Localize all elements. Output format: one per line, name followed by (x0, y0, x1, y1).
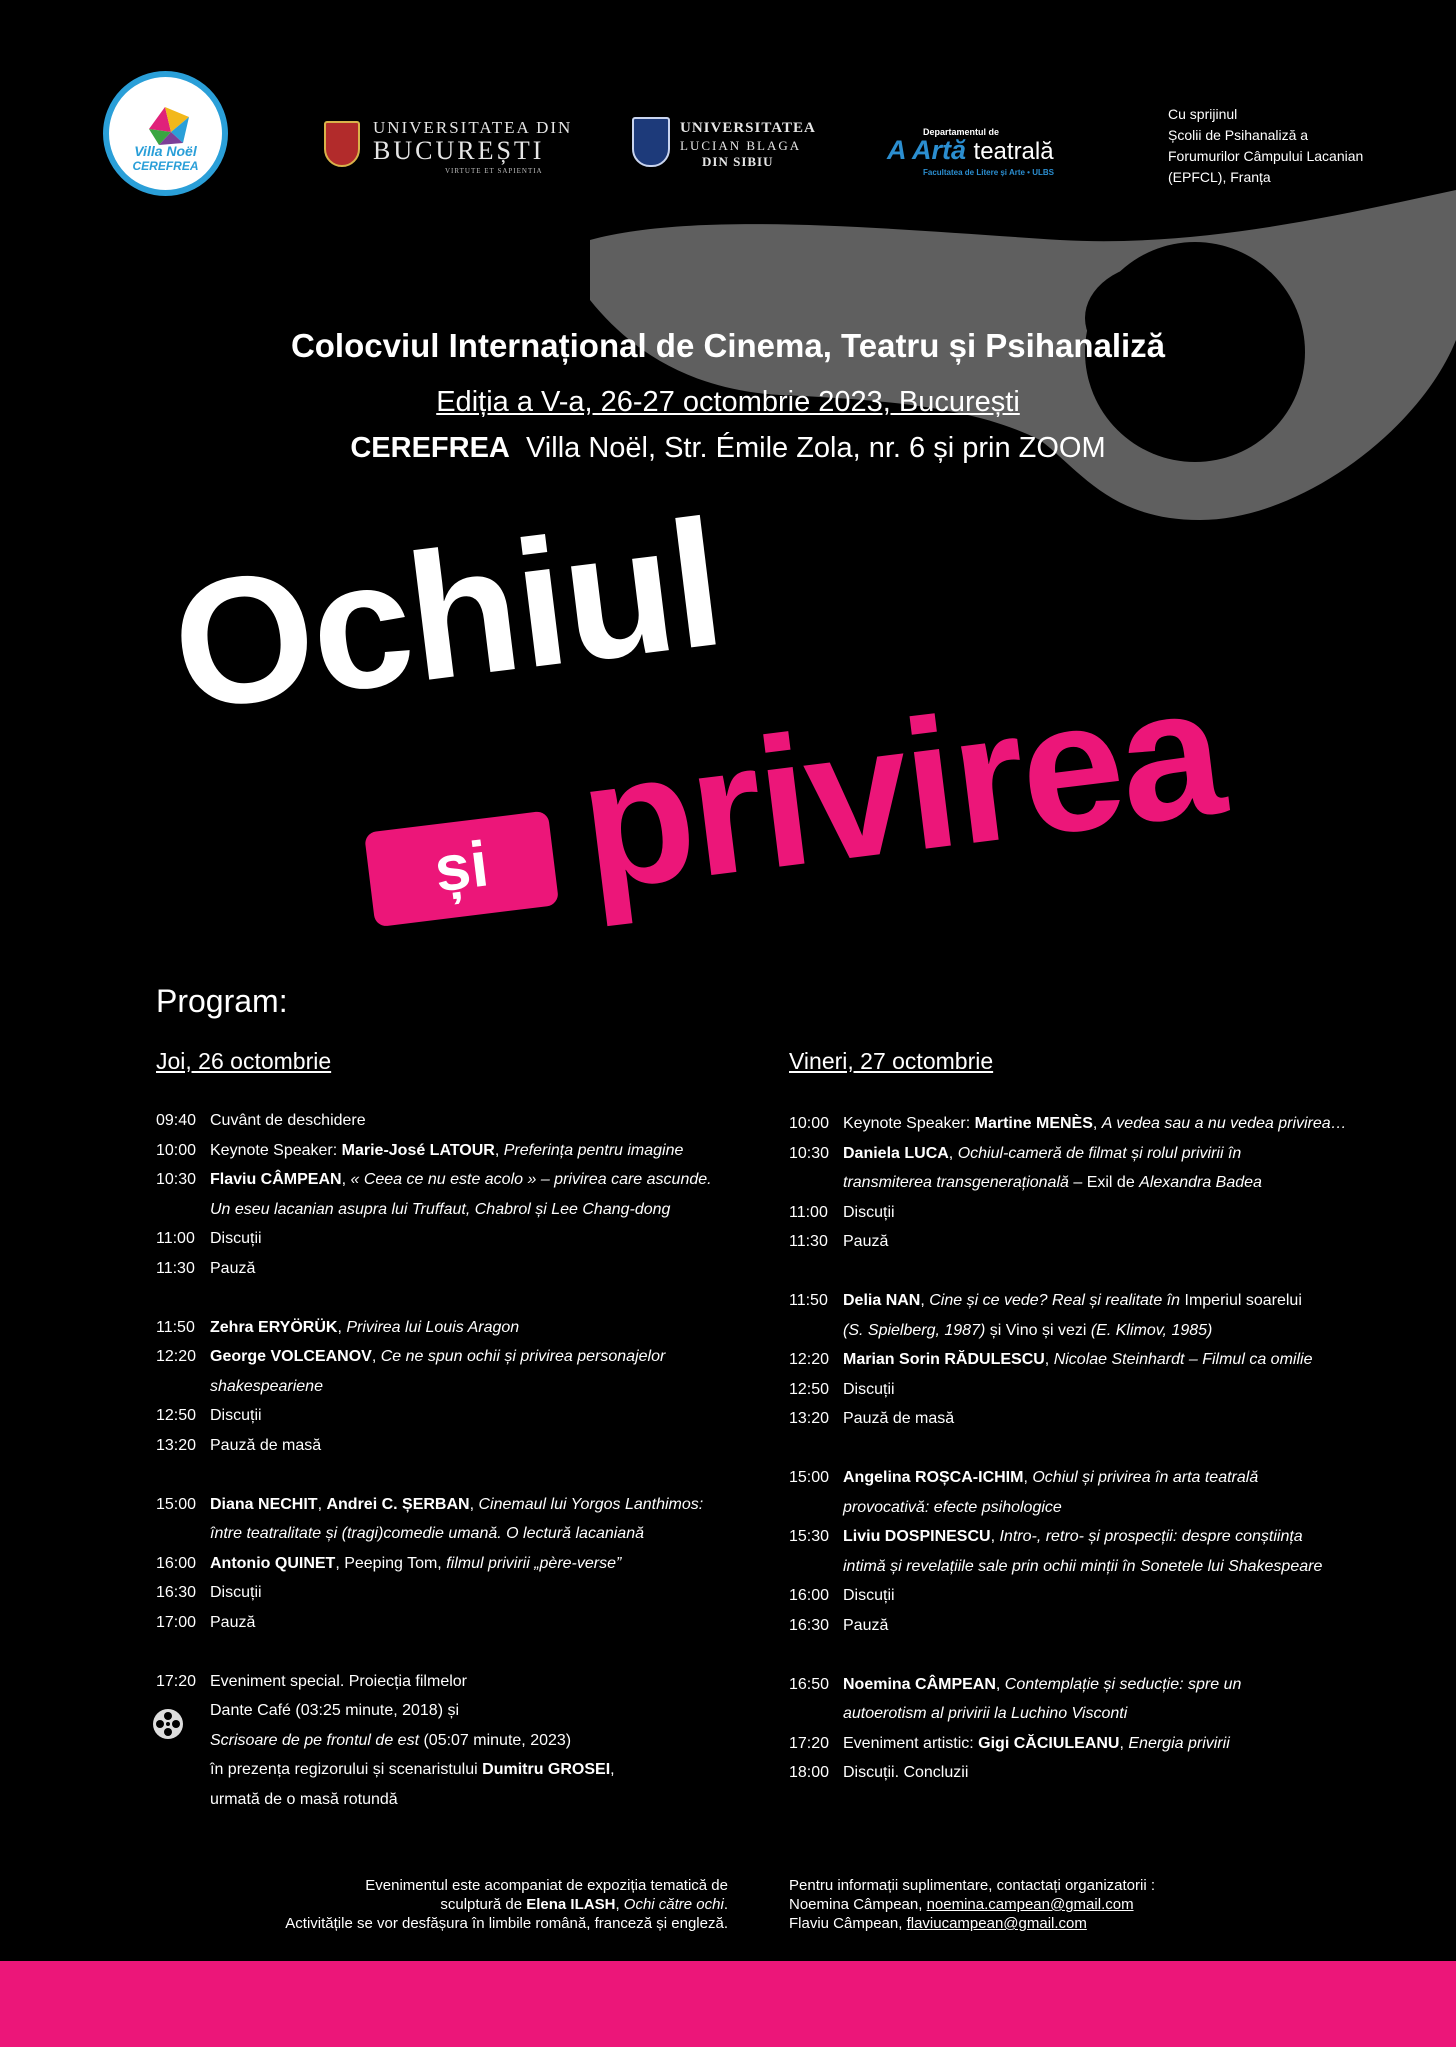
schedule-time: 16:50 (789, 1675, 830, 1693)
talk-title: Intro-, retro- și prospecții: despre conștiința (999, 1528, 1303, 1545)
teatrala-word: teatrală (973, 138, 1054, 165)
ulbs-line3: DIN SIBIU (702, 154, 774, 169)
support-line: (EPFCL), Franța (1168, 169, 1271, 185)
text: , (1092, 1115, 1102, 1132)
logo-emblem-icon (109, 77, 222, 190)
footer-left-line1: Evenimentul este acompaniat de expoziția tematică de (365, 1877, 728, 1894)
text: Discuții (843, 1587, 895, 1604)
talk-title: Ce ne spun ochii și privirea personajelor (380, 1348, 666, 1365)
contact-name: Noemina Câmpean, (789, 1896, 927, 1913)
contact-flaviu (789, 1914, 1349, 1933)
talk-title: A vedea sau a nu vedea privirea… (1101, 1115, 1347, 1132)
text: , (469, 1495, 479, 1513)
text: în prezența regizorului și scenaristului (210, 1761, 483, 1778)
schedule-content (843, 1345, 1312, 1375)
schedule-content (843, 1198, 895, 1228)
talk-title: provocativă: efecte psihologice (843, 1498, 1062, 1516)
schedule-content (843, 1581, 895, 1611)
schedule-gap (789, 1257, 1347, 1287)
text: Discuții (843, 1380, 895, 1398)
schedule-content (210, 1431, 321, 1461)
schedule-row (789, 1758, 1347, 1788)
schedule-row (789, 1729, 1347, 1759)
support-line: Cu sprijinul (1168, 106, 1238, 122)
schedule-content (210, 1608, 255, 1638)
schedule-time (789, 1168, 843, 1198)
talk-title: transmiterea transgenerațională (843, 1174, 1069, 1191)
title-privirea: privirea (569, 645, 1231, 929)
schedule-time: 16:00 (156, 1554, 197, 1572)
talk-title: autoerotism al privirii la Luchino Visconti (843, 1705, 1128, 1722)
talk-title: Alexandra Badea (1139, 1174, 1262, 1191)
schedule-time (156, 1755, 210, 1785)
schedule-row (156, 1696, 712, 1726)
venue-line (0, 432, 1456, 465)
schedule-time (156, 1195, 210, 1225)
schedule-row (789, 1404, 1347, 1434)
talk-title: Preferința pentru imagine (503, 1141, 684, 1159)
text: (05:07 minute, 2023) (419, 1731, 572, 1749)
schedule-content (210, 1578, 262, 1608)
schedule-time: 12:20 (156, 1348, 197, 1365)
venue-bold: CEREFREA (350, 432, 510, 464)
support-note (1168, 104, 1418, 188)
text: , (615, 1896, 624, 1913)
text: , (1119, 1734, 1129, 1752)
talk-title: Nicolae Steinhardt – Filmul ca omilie (1053, 1351, 1313, 1368)
schedule-content (210, 1313, 519, 1343)
text: Keynote Speaker: (210, 1141, 342, 1159)
schedule-content (210, 1726, 571, 1756)
day1-heading: Joi, 26 octombrie (156, 1048, 332, 1074)
speaker-name: Diana NECHIT (210, 1495, 318, 1513)
schedule-row (156, 1372, 712, 1402)
text: Cuvânt de deschidere (210, 1112, 366, 1129)
schedule-content (210, 1136, 683, 1166)
text: Dante Café (03:25 minute, 2018) și (210, 1702, 460, 1719)
text: urmată de o masă rotundă (210, 1790, 398, 1808)
text: Pauză (210, 1259, 256, 1277)
schedule-content (843, 1139, 1241, 1169)
schedule-content (843, 1168, 1262, 1198)
speaker-name: Angelina ROȘCA-ICHIM (843, 1469, 1024, 1486)
footer-contact (789, 1876, 1349, 1933)
text: Discuții (210, 1230, 262, 1247)
schedule-content (210, 1549, 621, 1579)
schedule-time: 15:00 (789, 1469, 830, 1486)
talk-title: shakespeariene (210, 1377, 323, 1395)
text: , (948, 1144, 958, 1162)
schedule-row (789, 1463, 1347, 1493)
schedule-content (210, 1696, 459, 1726)
ulbs-line2: LUCIAN BLAGA (680, 138, 802, 153)
text: Discuții (210, 1407, 262, 1424)
schedule-content (843, 1286, 1302, 1316)
edition-line: Ediția a V-a, 26-27 octombrie 2023, București (436, 386, 1020, 418)
text: . (723, 1896, 728, 1913)
artist-name: Elena ILASH (526, 1896, 616, 1913)
text: , (1023, 1469, 1033, 1486)
schedule-row (156, 1608, 712, 1638)
schedule-row (156, 1254, 712, 1284)
schedule-time: 17:20 (789, 1734, 830, 1752)
day2-heading: Vineri, 27 octombrie (789, 1048, 994, 1074)
footer-left-line3: Activitățile se vor desfășura în limbile română, franceză și engleză. (285, 1915, 728, 1932)
schedule-content (843, 1316, 1212, 1346)
arta-small: Departamentul de (923, 127, 1000, 137)
schedule-row (789, 1345, 1347, 1375)
schedule-content (843, 1729, 1230, 1759)
arta-word: Artă (912, 135, 967, 165)
text: – Exil de (1068, 1174, 1140, 1191)
text: Imperiul soarelui (1180, 1292, 1302, 1309)
contact-noemina (789, 1895, 1349, 1914)
schedule-row (789, 1316, 1347, 1346)
text: Pauză (843, 1233, 889, 1250)
crest-icon (324, 121, 360, 167)
schedule-row (789, 1552, 1347, 1582)
program-label: Program: (156, 983, 288, 1019)
schedule-row (156, 1431, 712, 1461)
schedule-content (843, 1758, 968, 1788)
ub-motto: VIRTUTE ET SAPIENTIA (445, 167, 543, 175)
schedule-row (156, 1195, 712, 1225)
schedule-time: 09:40 (156, 1112, 197, 1129)
schedule-gap (156, 1283, 712, 1313)
schedule-time (156, 1372, 210, 1402)
footer-exhibition-note (150, 1876, 728, 1933)
text: Pauză de masă (210, 1436, 322, 1454)
schedule-time: 16:00 (789, 1587, 830, 1604)
schedule-row (156, 1136, 712, 1166)
ulbs-line1: UNIVERSITATEA (680, 120, 816, 136)
speaker-name: George VOLCEANOV (210, 1348, 372, 1365)
title-ochiul: Ochiul (162, 482, 732, 749)
arta-teatrala-logo (887, 127, 1107, 177)
schedule-content (843, 1463, 1258, 1493)
speaker-name: Antonio QUINET (210, 1554, 336, 1572)
text: Keynote Speaker: (843, 1115, 975, 1132)
text: Eveniment artistic: (843, 1734, 979, 1752)
schedule-time: 11:30 (789, 1233, 828, 1250)
schedule-time (156, 1785, 210, 1815)
schedule-gap (156, 1637, 712, 1667)
ub-line1: UNIVERSITATEA DIN (373, 118, 573, 137)
schedule-time (789, 1493, 843, 1523)
text: , (317, 1495, 327, 1513)
schedule-content (210, 1490, 703, 1520)
schedule-content (843, 1375, 895, 1405)
text: Discuții (210, 1584, 262, 1601)
ub-line2: BUCUREȘTI (373, 136, 545, 165)
schedule-row (789, 1699, 1347, 1729)
schedule-row (156, 1106, 712, 1136)
speaker-name: Martine MENÈS (974, 1115, 1093, 1132)
schedule-row (156, 1549, 712, 1579)
schedule-time: 17:20 (156, 1672, 197, 1690)
text: Pauză (210, 1613, 256, 1631)
talk-title: Privirea lui Louis Aragon (346, 1318, 520, 1336)
speaker-name: Zehra ERYÖRÜK (210, 1318, 338, 1336)
talk-title: Ochiul și privirea în arta teatrală (1032, 1469, 1259, 1486)
schedule-time: 10:00 (789, 1115, 830, 1132)
schedule-row (156, 1342, 712, 1372)
footer-left-line2 (150, 1895, 728, 1914)
speaker-name: Dumitru GROSEI (482, 1761, 611, 1778)
exhibition-title: Ochi către ochi (623, 1896, 724, 1913)
schedule-row (789, 1139, 1347, 1169)
talk-title: filmul privirii „père-verse” (446, 1554, 622, 1572)
schedule-time: 10:00 (156, 1141, 197, 1159)
contact-name: Flaviu Câmpean, (789, 1915, 907, 1932)
schedule-row (789, 1198, 1347, 1228)
text: , (610, 1761, 615, 1778)
text: și Vino și vezi (985, 1321, 1091, 1339)
venue-rest: Villa Noël, Str. Émile Zola, nr. 6 și prin ZOOM (525, 432, 1106, 464)
schedule-time: 16:30 (789, 1616, 830, 1634)
schedule-content (210, 1224, 262, 1254)
speaker-name: Marie-José LATOUR (341, 1141, 495, 1159)
schedule-time: 11:50 (789, 1292, 828, 1309)
text: , (337, 1318, 347, 1336)
schedule-content (843, 1611, 888, 1641)
schedule-row (156, 1726, 712, 1756)
colloquium-title: Colocviul Internațional de Cinema, Teatru și Psihanaliză (290, 327, 1166, 364)
text: Pauză (843, 1616, 889, 1634)
schedule-row (789, 1109, 1347, 1139)
schedule-row (156, 1313, 712, 1343)
schedule-time: 17:00 (156, 1613, 197, 1631)
dove-shield-icon (632, 117, 670, 167)
talk-title: Energia privirii (1128, 1734, 1230, 1752)
speaker-name: Flaviu CÂMPEAN (210, 1171, 342, 1188)
text: Discuții. Concluzii (843, 1764, 969, 1781)
speaker-name: Daniela LUCA (843, 1144, 949, 1162)
schedule-content (843, 1404, 954, 1434)
schedule-content (843, 1699, 1127, 1729)
schedule-time: 13:20 (156, 1436, 197, 1454)
title-si: și (430, 827, 493, 906)
talk-title: intimă și revelațiile sale prin ochii minții în Sonetele lui Shakespeare (843, 1557, 1323, 1575)
talk-title: între teatralitate și (tragi)comedie umană. O lectură lacaniană (210, 1525, 644, 1542)
talk-title: Cinemaul lui Yorgos Lanthimos: (478, 1495, 704, 1513)
talk-title: (E. Klimov, 1985) (1090, 1321, 1213, 1339)
text: , (371, 1348, 381, 1365)
speaker-name: Liviu DOSPINESCU (843, 1528, 991, 1545)
talk-title: Scrisoare de pe frontul de est (210, 1731, 420, 1749)
support-line: Forumurilor Câmpului Lacanian (1168, 148, 1364, 164)
villa-noel-logo (103, 71, 228, 196)
schedule-content (210, 1755, 615, 1785)
schedule-time: 13:20 (789, 1410, 830, 1427)
text: , (1044, 1351, 1054, 1368)
schedule-time: 12:50 (156, 1407, 197, 1424)
schedule-content (210, 1195, 670, 1225)
schedule-time (156, 1519, 210, 1549)
speaker-name: Gigi CĂCIULEANU (978, 1734, 1120, 1752)
text: , (995, 1675, 1005, 1693)
schedule-row (789, 1493, 1347, 1523)
arta-main: A Artă teatrală (887, 135, 1054, 165)
schedule-content (210, 1165, 712, 1195)
schedule-content (210, 1106, 366, 1136)
support-line: Școlii de Psihanaliză a (1168, 127, 1309, 143)
speaker-name: Andrei C. ȘERBAN (326, 1495, 470, 1513)
talk-title: (S. Spielberg, 1987) (843, 1321, 986, 1339)
bottom-pink-bar (0, 1961, 1456, 2047)
schedule-row (156, 1224, 712, 1254)
schedule-content (843, 1109, 1347, 1139)
text: Discuții (843, 1203, 895, 1221)
schedule-time: 10:30 (789, 1144, 830, 1162)
university-bucharest-logo (317, 118, 579, 174)
email-link-flaviu[interactable]: flaviucampean@gmail.com (906, 1915, 1087, 1932)
schedule-row (156, 1519, 712, 1549)
schedule-row (156, 1667, 712, 1697)
schedule-row (156, 1490, 712, 1520)
schedule-time: 11:30 (156, 1259, 195, 1277)
schedule-content (843, 1522, 1303, 1552)
schedule-gap (789, 1434, 1347, 1464)
talk-title: Ochiul-cameră de filmat și rolul privirii în (957, 1144, 1242, 1162)
day1-schedule (156, 1106, 712, 1814)
speaker-name: Marian Sorin RĂDULESCU (843, 1351, 1045, 1368)
schedule-row (789, 1581, 1347, 1611)
text: , (920, 1292, 930, 1309)
schedule-row (156, 1165, 712, 1195)
schedule-row (789, 1227, 1347, 1257)
schedule-gap (156, 1460, 712, 1490)
email-link-noemina[interactable]: noemina.campean@gmail.com (926, 1896, 1134, 1913)
schedule-content (210, 1401, 262, 1431)
schedule-content (843, 1670, 1241, 1700)
schedule-gap (789, 1640, 1347, 1670)
schedule-time: 18:00 (789, 1764, 830, 1781)
talk-title: Un eseu lacanian asupra lui Truffaut, Chabrol și Lee Chang-dong (210, 1200, 671, 1218)
footer-right-line1: Pentru informații suplimentare, contactați organizatorii : (789, 1877, 1156, 1894)
schedule-content (843, 1552, 1322, 1582)
logo-name-line1: Villa Noël (134, 143, 197, 159)
schedule-content (210, 1785, 398, 1815)
schedule-content (210, 1372, 323, 1402)
logo-name-line2: CEREFREA (132, 159, 199, 173)
text: Pauză de masă (843, 1410, 955, 1427)
text: sculptură de (440, 1896, 527, 1913)
day2-schedule (789, 1109, 1347, 1788)
schedule-content (843, 1493, 1062, 1523)
schedule-time: 11:00 (789, 1203, 828, 1221)
schedule-time: 11:50 (156, 1318, 195, 1336)
schedule-row (156, 1755, 712, 1785)
arta-sub: Facultatea de Litere și Arte • ULBS (923, 168, 1054, 177)
talk-title: Cine și ce vede? Real și realitate în (929, 1292, 1181, 1309)
schedule-time: 12:20 (789, 1351, 830, 1368)
schedule-time (789, 1552, 843, 1582)
schedule-time: 16:30 (156, 1584, 197, 1601)
schedule-time (789, 1316, 843, 1346)
schedule-row (789, 1670, 1347, 1700)
film-reel-icon (152, 1708, 184, 1740)
schedule-time: 12:50 (789, 1380, 830, 1398)
text: , (341, 1171, 351, 1188)
schedule-content (210, 1519, 644, 1549)
schedule-row (156, 1401, 712, 1431)
text: Eveniment special. Proiecția filmelor (210, 1672, 467, 1690)
schedule-time: 11:00 (156, 1230, 195, 1247)
talk-title: Contemplație și seducție: spre un (1004, 1675, 1242, 1693)
schedule-content (843, 1227, 888, 1257)
schedule-row (789, 1375, 1347, 1405)
schedule-time: 10:30 (156, 1171, 197, 1188)
schedule-content (210, 1342, 665, 1372)
speaker-name: Noemina CÂMPEAN (843, 1675, 996, 1693)
schedule-content (210, 1667, 467, 1697)
schedule-row (789, 1522, 1347, 1552)
schedule-time: 15:30 (789, 1528, 830, 1545)
ulbs-logo (632, 117, 832, 177)
schedule-content (210, 1254, 255, 1284)
schedule-row (789, 1611, 1347, 1641)
text: , (494, 1141, 504, 1159)
schedule-time (789, 1699, 843, 1729)
talk-title: « Ceea ce nu este acolo » – privirea care ascunde. (350, 1171, 712, 1188)
text: , (990, 1528, 1000, 1545)
schedule-row (156, 1578, 712, 1608)
schedule-row (789, 1286, 1347, 1316)
schedule-row (789, 1168, 1347, 1198)
text: , Peeping Tom, (335, 1554, 447, 1572)
schedule-time: 15:00 (156, 1495, 197, 1513)
schedule-row (156, 1785, 712, 1815)
speaker-name: Delia NAN (843, 1292, 921, 1309)
